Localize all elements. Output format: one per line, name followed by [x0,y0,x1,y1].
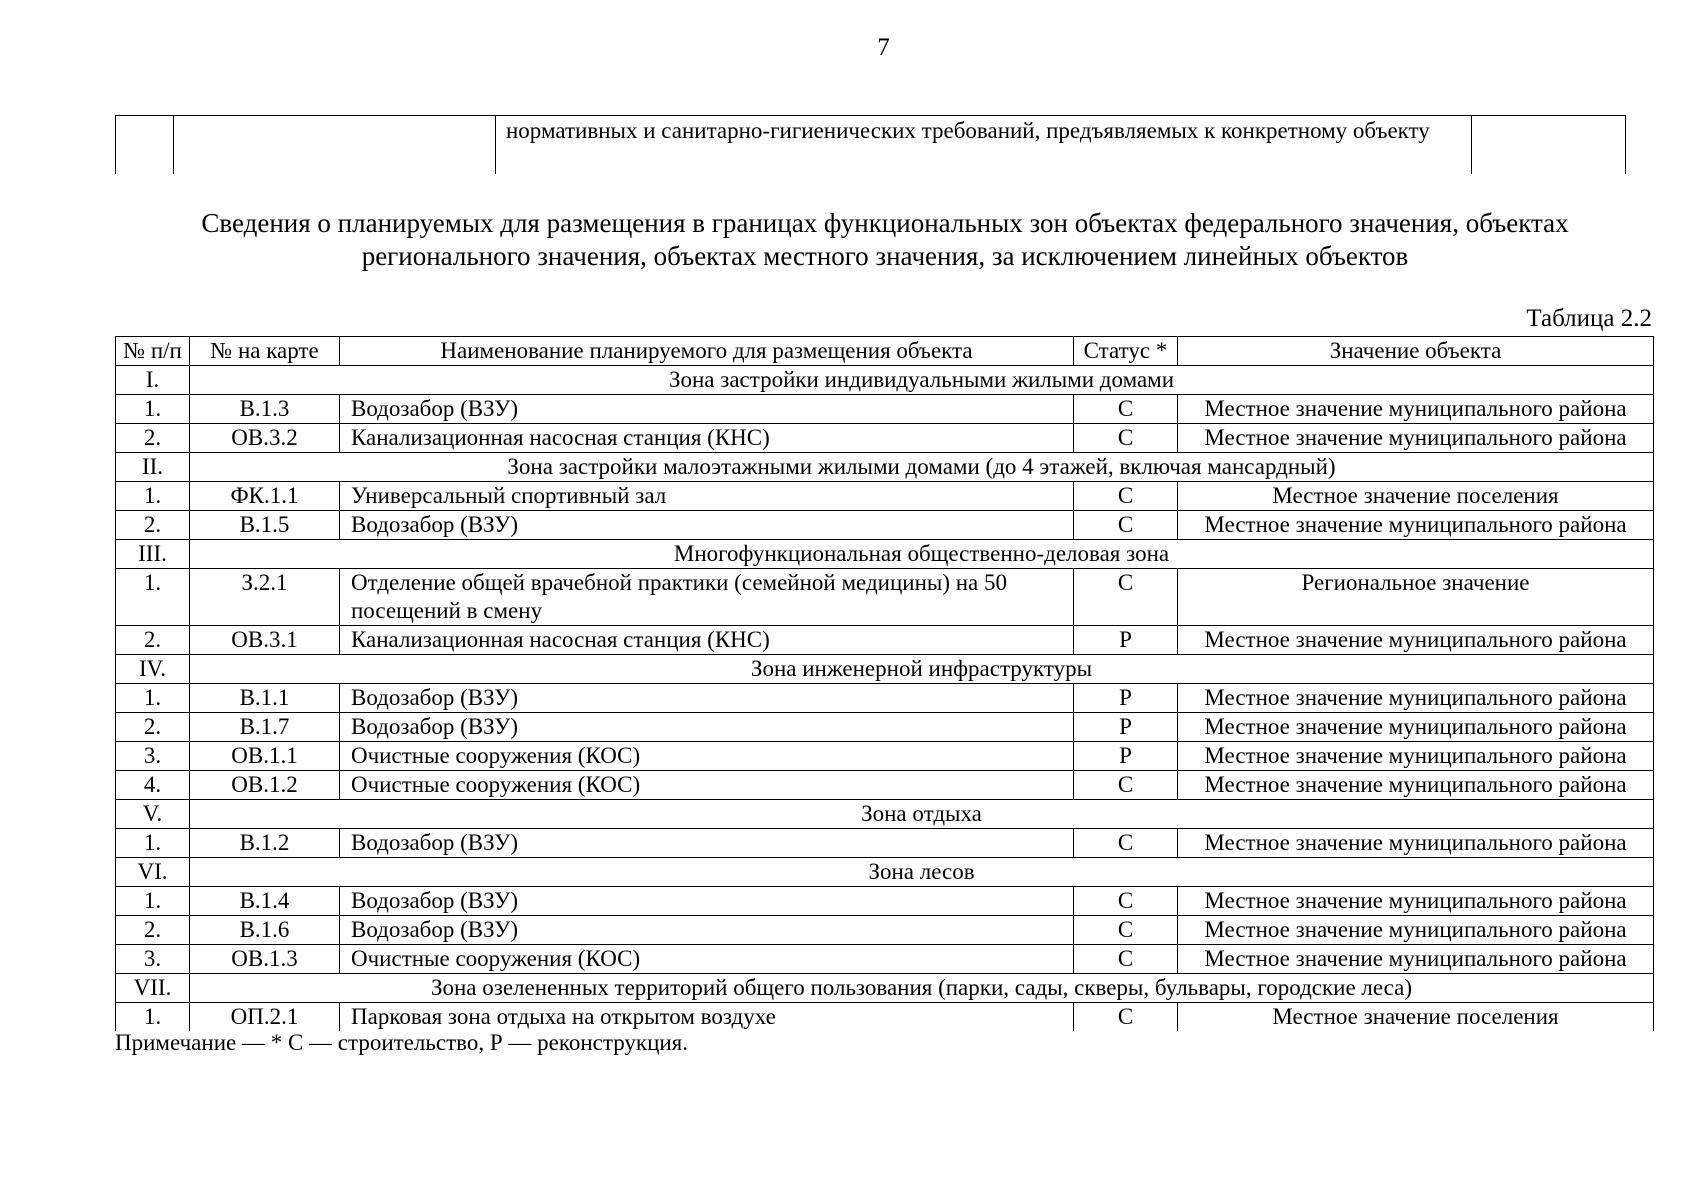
previous-table-text: нормативных и санитарно-гигиенических требований, предъявляемых к конкретному объекту [496,116,1472,175]
row-number: 1. [116,1003,190,1032]
table-row [116,424,1654,453]
row-map-number: ОВ.1.2 [190,771,340,800]
section-heading: Сведения о планируемых для размещения в границах функциональных зон объектах федерального значения, объектах регионального значения, объектах местного значения, за исключением линейных объектов [201,208,1569,271]
table-row [116,395,1654,424]
row-map-number: ОВ.3.2 [190,424,340,453]
row-significance: Местное значение муниципального района [1178,684,1654,713]
table-row [116,887,1654,916]
row-map-number: ФК.1.1 [190,482,340,511]
row-status: С [1074,395,1178,424]
row-significance: Местное значение муниципального района [1178,887,1654,916]
row-significance: Местное значение муниципального района [1178,916,1654,945]
row-significance: Местное значение муниципального района [1178,395,1654,424]
table-row [116,742,1654,771]
header-number: № п/п [116,337,190,366]
row-status: Р [1074,713,1178,742]
row-object-name: Водозабор (ВЗУ) [340,511,1074,540]
zone-number: III. [116,540,190,569]
table-row [116,771,1654,800]
zone-title: Зона застройки индивидуальными жилыми домами [190,366,1654,395]
row-map-number: В.1.5 [190,511,340,540]
row-status: С [1074,887,1178,916]
zone-title: Зона инженерной инфраструктуры [190,655,1654,684]
row-map-number: В.1.4 [190,887,340,916]
table-row [116,829,1654,858]
row-map-number: В.1.7 [190,713,340,742]
zone-number: I. [116,366,190,395]
row-status: С [1074,945,1178,974]
table-row [116,511,1654,540]
zone-row [116,655,1654,684]
row-significance: Местное значение муниципального района [1178,829,1654,858]
row-map-number: ОВ.1.1 [190,742,340,771]
row-number: 1. [116,829,190,858]
header-map-number: № на карте [190,337,340,366]
row-object-name: Универсальный спортивный зал [340,482,1074,511]
zone-title: Зона отдыха [190,800,1654,829]
row-number: 3. [116,742,190,771]
row-significance: Местное значение муниципального района [1178,742,1654,771]
table-row [116,684,1654,713]
row-map-number: ОВ.3.1 [190,626,340,655]
zone-number: II. [116,453,190,482]
page-number: 7 [877,34,890,61]
row-significance: Местное значение муниципального района [1178,945,1654,974]
row-map-number: В.1.1 [190,684,340,713]
row-significance: Местное значение поселения [1178,482,1654,511]
row-status: С [1074,424,1178,453]
row-object-name: Водозабор (ВЗУ) [340,713,1074,742]
row-map-number: В.1.2 [190,829,340,858]
previous-table-cell [116,116,174,175]
table-row [116,1003,1654,1032]
header-status: Статус * [1074,337,1178,366]
row-object-name: Отделение общей врачебной практики (семейной медицины) на 50 посещений в смену [340,569,1074,626]
row-significance: Местное значение муниципального района [1178,713,1654,742]
previous-table-fragment [115,115,1626,174]
zone-row [116,974,1654,1003]
zone-row [116,453,1654,482]
row-status: С [1074,771,1178,800]
row-object-name: Очистные сооружения (КОС) [340,945,1074,974]
zone-title: Зона застройки малоэтажными жилыми домами (до 4 этажей, включая мансардный) [190,453,1654,482]
table-row [116,569,1654,626]
row-status: С [1074,1003,1178,1032]
table-row [116,626,1654,655]
zone-number: VII. [116,974,190,1003]
zone-row [116,540,1654,569]
row-significance: Региональное значение [1178,569,1654,626]
row-map-number: З.2.1 [190,569,340,626]
row-status: Р [1074,742,1178,771]
row-object-name: Канализационная насосная станция (КНС) [340,626,1074,655]
zone-row [116,858,1654,887]
zone-title: Зона озелененных территорий общего пользования (парки, сады, скверы, бульвары, городские леса) [190,974,1654,1003]
row-object-name: Водозабор (ВЗУ) [340,684,1074,713]
zone-row [116,366,1654,395]
row-status: С [1074,511,1178,540]
zone-number: VI. [116,858,190,887]
row-number: 2. [116,626,190,655]
table-body [116,366,1654,1032]
row-status: С [1074,829,1178,858]
table-note: Примечание — * С — строительство, Р — реконструкция. [115,1030,689,1055]
row-status: С [1074,569,1178,626]
objects-table [115,336,1654,1031]
previous-table-cell [1472,116,1626,175]
previous-table-cell [174,116,496,175]
row-object-name: Водозабор (ВЗУ) [340,395,1074,424]
row-number: 2. [116,511,190,540]
row-number: 1. [116,569,190,626]
table-row [116,482,1654,511]
row-map-number: ОВ.1.3 [190,945,340,974]
row-number: 1. [116,887,190,916]
table-caption: Таблица 2.2 [1526,305,1652,332]
table-header-row [116,337,1654,366]
zone-title: Многофункциональная общественно-деловая зона [190,540,1654,569]
row-object-name: Водозабор (ВЗУ) [340,829,1074,858]
row-number: 1. [116,684,190,713]
row-object-name: Водозабор (ВЗУ) [340,916,1074,945]
zone-number: IV. [116,655,190,684]
table-row [116,916,1654,945]
row-number: 1. [116,482,190,511]
row-number: 4. [116,771,190,800]
row-significance: Местное значение поселения [1178,1003,1654,1032]
row-object-name: Очистные сооружения (КОС) [340,771,1074,800]
row-map-number: ОП.2.1 [190,1003,340,1032]
zone-number: V. [116,800,190,829]
row-object-name: Очистные сооружения (КОС) [340,742,1074,771]
row-number: 2. [116,916,190,945]
row-significance: Местное значение муниципального района [1178,626,1654,655]
table-row [116,945,1654,974]
header-significance: Значение объекта [1178,337,1654,366]
zone-title: Зона лесов [190,858,1654,887]
row-significance: Местное значение муниципального района [1178,511,1654,540]
table-row [116,713,1654,742]
row-significance: Местное значение муниципального района [1178,424,1654,453]
row-object-name: Парковая зона отдыха на открытом воздухе [340,1003,1074,1032]
row-object-name: Канализационная насосная станция (КНС) [340,424,1074,453]
zone-row [116,800,1654,829]
row-map-number: В.1.3 [190,395,340,424]
row-map-number: В.1.6 [190,916,340,945]
row-status: Р [1074,626,1178,655]
row-status: С [1074,916,1178,945]
header-object-name: Наименование планируемого для размещения объекта [340,337,1074,366]
row-number: 1. [116,395,190,424]
row-number: 2. [116,424,190,453]
row-status: Р [1074,684,1178,713]
row-number: 3. [116,945,190,974]
row-number: 2. [116,713,190,742]
previous-table-row [116,116,1626,175]
row-status: С [1074,482,1178,511]
row-object-name: Водозабор (ВЗУ) [340,887,1074,916]
row-significance: Местное значение муниципального района [1178,771,1654,800]
